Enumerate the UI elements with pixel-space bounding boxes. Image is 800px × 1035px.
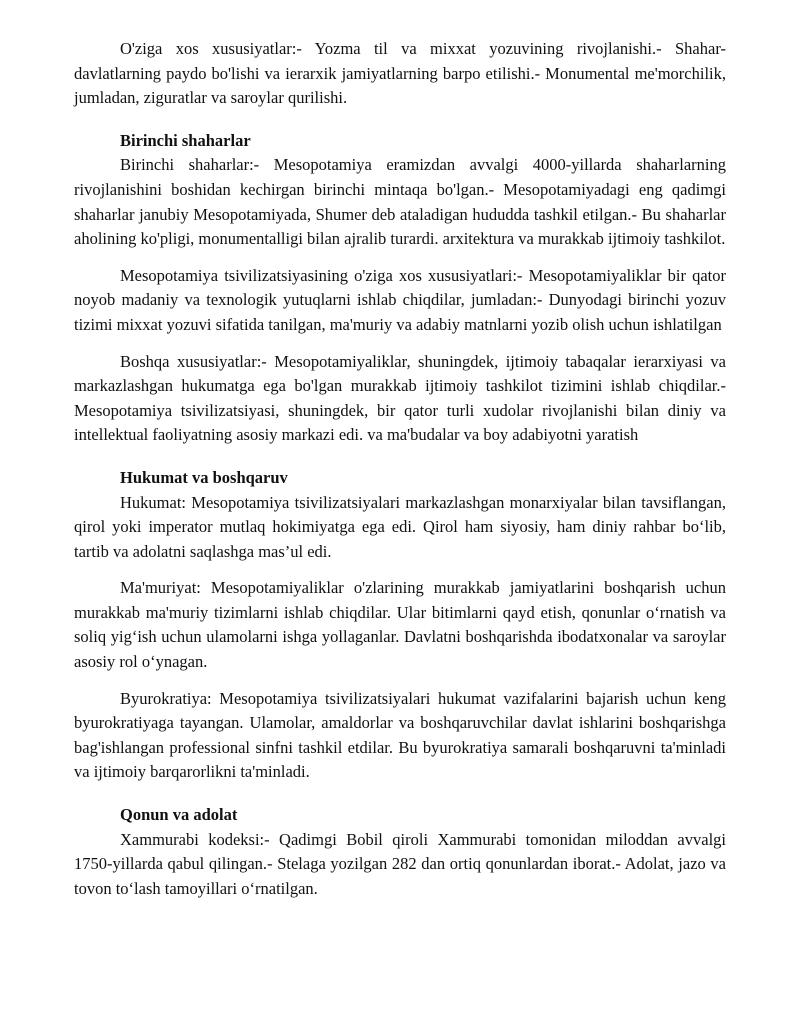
- paragraph-administration: Ma'muriyat: Mesopotamiyaliklar o'zlarining murakkab jamiyatlarini boshqarish uchun murakkab ma'muriy tizimlarni ishlab chiqdilar. Ular bitimlarni qayd etish, qonunlar o‘rnatish va soliq yig‘ish uchun ulamolarni ishga yollaganlar. Davlatni boshqarishda ibodatxonalar va saroylar asosiy rol o‘ynagan.: [74, 578, 726, 672]
- paragraph-first-cities: Birinchi shaharlar:- Mesopotamiya eramizdan avvalgi 4000-yillarda shaharlarning rivojlanishini boshidan kechirgan birinchi mintaqa bo'lgan.- Mesopotamiyadagi eng qadimgi shaharlar janubiy Mesopotamiyada, Shumer deb ataladigan hududda tashkil etilgan.- Bu shaharlar aholining ko'pligi, monumentalligi bilan ajralib turardi. arxitektura va murakkab ijtimoiy tashkilot.: [74, 155, 726, 249]
- heading-government: Hukumat va boshqaruv: [120, 467, 288, 487]
- heading-first-cities: Birinchi shaharlar: [120, 130, 251, 150]
- paragraph-hammurabi-code: Xammurabi kodeksi:- Qadimgi Bobil qiroli Xammurabi tomonidan miloddan avvalgi 1750-yillarda qabul qilingan.- Stelaga yozilgan 282 dan ortiq qonunlardan iborat.- Adolat, jazo va tovon to‘lash tamoyillari o‘rnatilgan.: [74, 829, 726, 898]
- paragraph-other-features: Boshqa xususiyatlar:- Mesopotamiyaliklar, shuningdek, ijtimoiy tabaqalar ierarxiyasi va markazlashgan hukumatga ega bo'lgan murakkab ijtimoiy tashkilot tizimini ishlab chiqdilar.- Mesopotamiya tsivilizatsiyasi, shuningdek, bir qator turli xudolar rivojlanishi bilan diniy va intellektual faoliyatning asosiy markazi edi. va ma'budalar va boy adabiyotni yaratish: [74, 351, 726, 445]
- paragraph-civilization-features: Mesopotamiya tsivilizatsiyasining o'ziga xos xususiyatlari:- Mesopotamiyaliklar bir qator noyob madaniy va texnologik yutuqlarni ishlab chiqdilar, jumladan:- Dunyodagi birinchi yozuv tizimi mixxat yozuvi sifatida tanilgan, ma'muriy va adabiy matnlarni yozib olish uchun ishlatilgan: [74, 265, 726, 334]
- heading-law-justice: Qonun va adolat: [120, 805, 238, 825]
- paragraph-features: O'ziga xos xususiyatlar:- Yozma til va mixxat yozuvining rivojlanishi.- Shahar-davlatlarning paydo bo'lishi va ierarxik jamiyatlarning barpo etilishi.- Monumental me'morchilik, jumladan, ziguratlar va saroylar qurilishi.: [74, 39, 726, 108]
- paragraph-government: Hukumat: Mesopotamiya tsivilizatsiyalari markazlashgan monarxiyalar bilan tavsiflangan, qirol yoki imperator mutlaq hokimiyatga ega edi. Qirol ham siyosiy, ham diniy rahbar bo‘lib, tartib va adolatni saqlashga mas’ul edi.: [74, 492, 726, 561]
- paragraph-bureaucracy: Byurokratiya: Mesopotamiya tsivilizatsiyalari hukumat vazifalarini bajarish uchun keng byurokratiyaga tayangan. Ulamolar, amaldorlar va boshqaruvchilar davlat ishlarini boshqarishga bag'ishlangan professional sinfni tashkil etdilar. Bu byurokratiya samarali boshqaruvni ta'minladi va ijtimoiy barqarorlikni ta'minladi.: [74, 688, 726, 782]
